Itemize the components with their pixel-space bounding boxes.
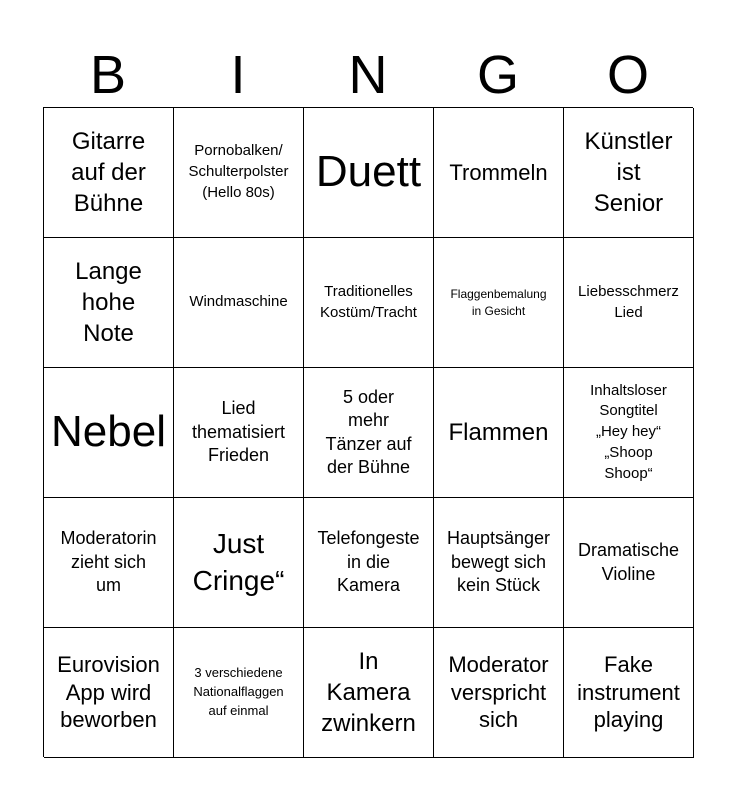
cell-text: Nebel (51, 407, 166, 457)
header-letter-i: I (230, 45, 246, 105)
bingo-cell[interactable] (174, 108, 304, 238)
cell-text: 5 oder mehr Tänzer auf der Bühne (325, 386, 412, 477)
bingo-cell[interactable] (304, 368, 434, 498)
bingo-cell[interactable] (44, 368, 174, 498)
bingo-cell[interactable] (434, 368, 564, 498)
cell-text: Just Cringe“ (192, 528, 285, 596)
bingo-cell[interactable] (304, 238, 434, 368)
cell-text: Lied thematisiert Frieden (191, 398, 286, 466)
cell-text: Gitarre auf der Bühne (71, 127, 146, 218)
cell-text: Fake instrument playing (577, 652, 680, 733)
cell-text: Eurovision App wird beworben (57, 652, 160, 733)
bingo-cell[interactable] (564, 498, 694, 628)
bingo-cell[interactable] (174, 498, 304, 628)
bingo-cell[interactable] (44, 238, 174, 368)
bingo-cell[interactable] (174, 238, 304, 368)
header-letter-g: G (476, 45, 519, 105)
bingo-cell[interactable] (564, 628, 694, 758)
bingo-cell[interactable] (44, 498, 174, 628)
cell-text: Moderatorin zieht sich um (60, 528, 157, 596)
bingo-cell[interactable] (304, 498, 434, 628)
cell-text: 3 verschiedene Nationalflaggen auf einmal (193, 665, 284, 718)
header-letter-n: N (348, 45, 388, 105)
header-letter-b: B (89, 45, 127, 105)
cell-text: Liebesschmerz Lied (578, 282, 679, 321)
cell-text: Trommeln (449, 159, 548, 185)
cell-text: In Kamera zwinkern (321, 647, 416, 738)
bingo-cell[interactable] (434, 628, 564, 758)
cell-text: Inhaltsloser Songtitel „Hey hey“ „Shoop Shoop“ (590, 381, 667, 482)
cell-text: Hauptsänger bewegt sich kein Stück (446, 528, 551, 596)
bingo-cell[interactable] (564, 238, 694, 368)
header-letter-o: O (606, 45, 649, 105)
bingo-cell[interactable] (564, 368, 694, 498)
cell-text: Flaggenbemalung in Gesicht (450, 287, 547, 318)
bingo-cell[interactable] (174, 368, 304, 498)
bingo-cell[interactable] (304, 108, 434, 238)
bingo-cell[interactable] (44, 108, 174, 238)
bingo-cell[interactable] (564, 108, 694, 238)
bingo-cell[interactable] (304, 628, 434, 758)
cell-text: Moderator verspricht sich (448, 652, 549, 733)
bingo-header (43, 44, 693, 106)
cell-text: Duett (315, 147, 422, 197)
bingo-cell[interactable] (434, 498, 564, 628)
bingo-board (43, 107, 693, 757)
cell-text: Künstler ist Senior (584, 127, 673, 218)
cell-text: Dramatische Violine (577, 540, 680, 584)
cell-text: Pornobalken/ Schulterpolster (Hello 80s) (188, 142, 289, 201)
cell-text: Traditionelles Kostüm/Tracht (320, 282, 417, 321)
cell-text: Lange hohe Note (75, 257, 142, 348)
cell-text: Telefongeste in die Kamera (317, 528, 420, 596)
bingo-cell[interactable] (434, 238, 564, 368)
bingo-cell[interactable] (434, 108, 564, 238)
cell-text: Flammen (448, 418, 549, 446)
cell-text: Windmaschine (189, 293, 288, 311)
bingo-cell[interactable] (174, 628, 304, 758)
bingo-cell[interactable] (44, 628, 174, 758)
